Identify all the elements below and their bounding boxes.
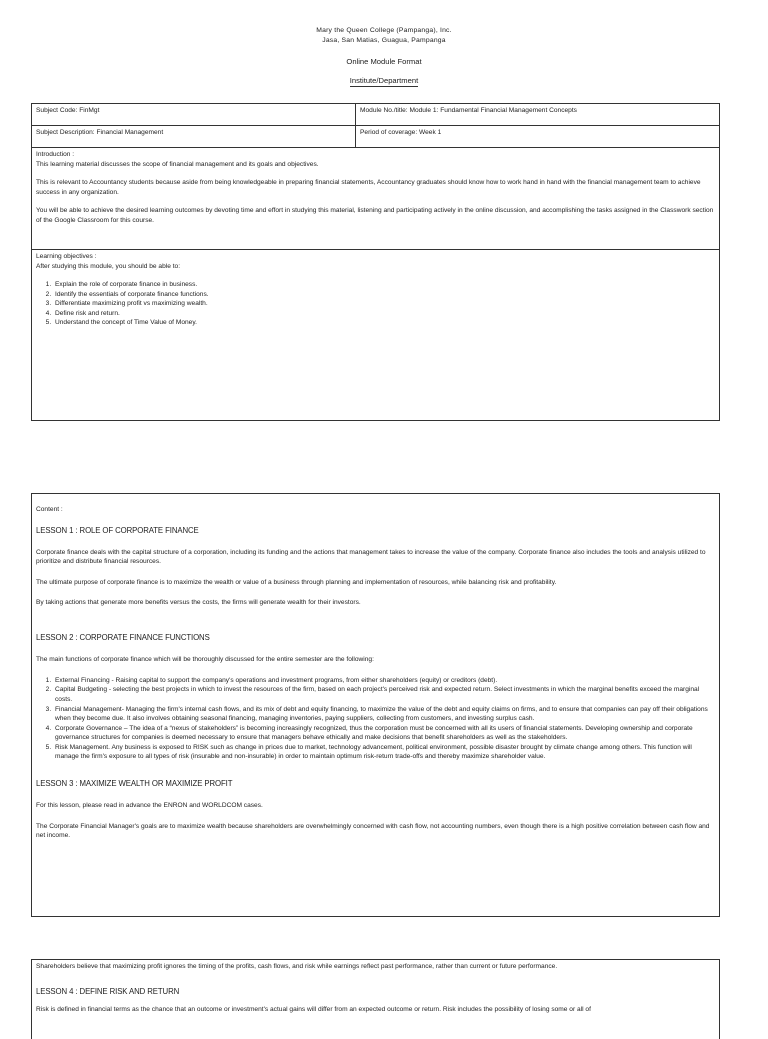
table-row [32,104,719,126]
lesson-paragraph: The main functions of corporate finance which will be thoroughly discussed for the entire semester are the following: [36,656,374,664]
college-name: Mary the Queen College (Pampanga), Inc. [316,27,452,34]
subject-description: Subject Description: Financial Management [32,126,356,147]
lesson-title: LESSON 1 : ROLE OF CORPORATE FINANCE [36,525,199,535]
objectives-lead: After studying this module, you should be able to: [36,262,181,270]
introduction-paragraph: This is relevant to Accountancy students because aside from being knowledgeable in preparing financial statements, Accountancy graduates should know how to work hand in hand with the financial management team to achieve success in any organization. [36,179,701,196]
list-item: 4. Corporate Governance – The idea of a “nexus of stakeholders” is becoming increasingly recognized, thus the corporation must be concerned with all its users of financial statements. Developing ownership and corporate governance structures for companies is deemed necessary to ensure that managers behave ethically and make decisions that benefit shareholders as well as the stakeholders. [53,724,715,743]
lesson-paragraph: Shareholders believe that maximizing profit ignores the timing of the profits, cash flows, and risk while earnings reflect past performance, rather than current or future performance. [36,963,558,970]
functions-list [36,676,715,762]
list-item: 5. Risk Management. Any business is exposed to RISK such as change in prices due to market, technology advancement, political environment, possible disaster brought by climate change among others. This function will manage the firm's exposure to all types of risk (insurable and non-insurable) in order to maintain optimum risk-return trade-offs and thereby maximize shareholder value. [53,743,715,762]
department-title: Institute/Department [349,76,419,85]
lesson-title: LESSON 2 : CORPORATE FINANCE FUNCTIONS [36,633,210,643]
document-header [0,26,768,87]
content-section [31,493,720,917]
objectives-list [36,280,715,328]
continued-section [31,959,720,1039]
lesson-paragraph: By taking actions that generate more benefits versus the costs, the firms will generate wealth for their investors. [36,599,361,607]
subject-code: Subject Code: FinMgt [32,104,356,125]
introduction-section [32,148,719,250]
lesson-paragraph: Corporate finance deals with the capital structure of a corporation, including its funding and the actions that management takes to increase the value of the company. Corporate finance also includes the tools and analysis utilized to prioritize and distribute financial resources. [36,548,706,566]
period-of-coverage: Period of coverage: Week 1 [360,129,442,136]
lesson-title: LESSON 4 : DEFINE RISK AND RETURN [36,986,180,996]
lesson-title: LESSON 3 : MAXIMIZE WEALTH OR MAXIMIZE PROFIT [36,778,233,788]
table-row [32,126,719,148]
list-item: 3. Differentiate maximizing profit vs maximizing wealth. [53,299,715,309]
list-item: 4. Define risk and return. [53,309,715,319]
introduction-label: Introduction : [36,151,75,158]
module-info-table [31,103,720,421]
list-item: 2. Identify the essentials of corporate finance functions. [53,290,715,300]
module-title: Module No./title: Module 1: Fundamental Financial Management Concepts [360,107,577,114]
list-item: 1. External Financing - Raising capital to support the company's operations and investment programs, from either shareholders (equity) or creditors (debt). [53,676,715,686]
list-item: 5. Understand the concept of Time Value of Money. [53,318,715,328]
lesson-paragraph: Risk is defined in financial terms as the chance that an outcome or investment's actual gains will differ from an expected outcome or return. Risk includes the possibility of losing some or all of [36,1005,591,1013]
college-address: Jasa, San Matias, Guagua, Pampanga [322,37,446,44]
list-item: 3. Financial Management- Managing the firm's internal cash flows, and its mix of debt and equity financing, to maximize the value of the debt and equity claims on firms, and to ensure that companies can pay off their obligations when they become due. It also involves obtaining seasonal financing, managing inventories, paying suppliers, collecting from customers, and investing surplus cash. [53,705,715,724]
module-format-title: Online Module Format [346,57,422,66]
lesson-paragraph: For this lesson, please read in advance the ENRON and WORLDCOM cases. [36,802,263,810]
lesson-paragraph: The Corporate Financial Manager's goals are to maximize wealth because shareholders are overwhelmingly concerned with cash flow, not accounting numbers, even though there is a high positive correlation between cash flow and net income. [36,822,710,840]
lesson-paragraph: The ultimate purpose of corporate finance is to maximize the wealth or value of a business through planning and implementation of resources, while balancing risk and profitability. [36,578,557,586]
list-item: 1. Explain the role of corporate finance in business. [53,280,715,290]
list-item: 2. Capital Budgeting - selecting the best projects in which to invest the resources of the firm, based on each project's perceived risk and expected return. Select investments in which the marginal benefits exceed the marginal costs. [53,685,715,704]
objectives-label: Learning objectives : [36,253,97,260]
content-label: Content : [36,506,63,513]
introduction-paragraph: This learning material discusses the scope of financial management and its goals and objectives. [36,160,319,168]
learning-objectives-section [32,250,719,330]
introduction-paragraph: You will be able to achieve the desired learning outcomes by devoting time and effort in studying this material, listening and participating actively in the online discussion, and accomplishing the tasks assigned in the Classwork section of the Google Classroom for this course. [36,207,714,224]
